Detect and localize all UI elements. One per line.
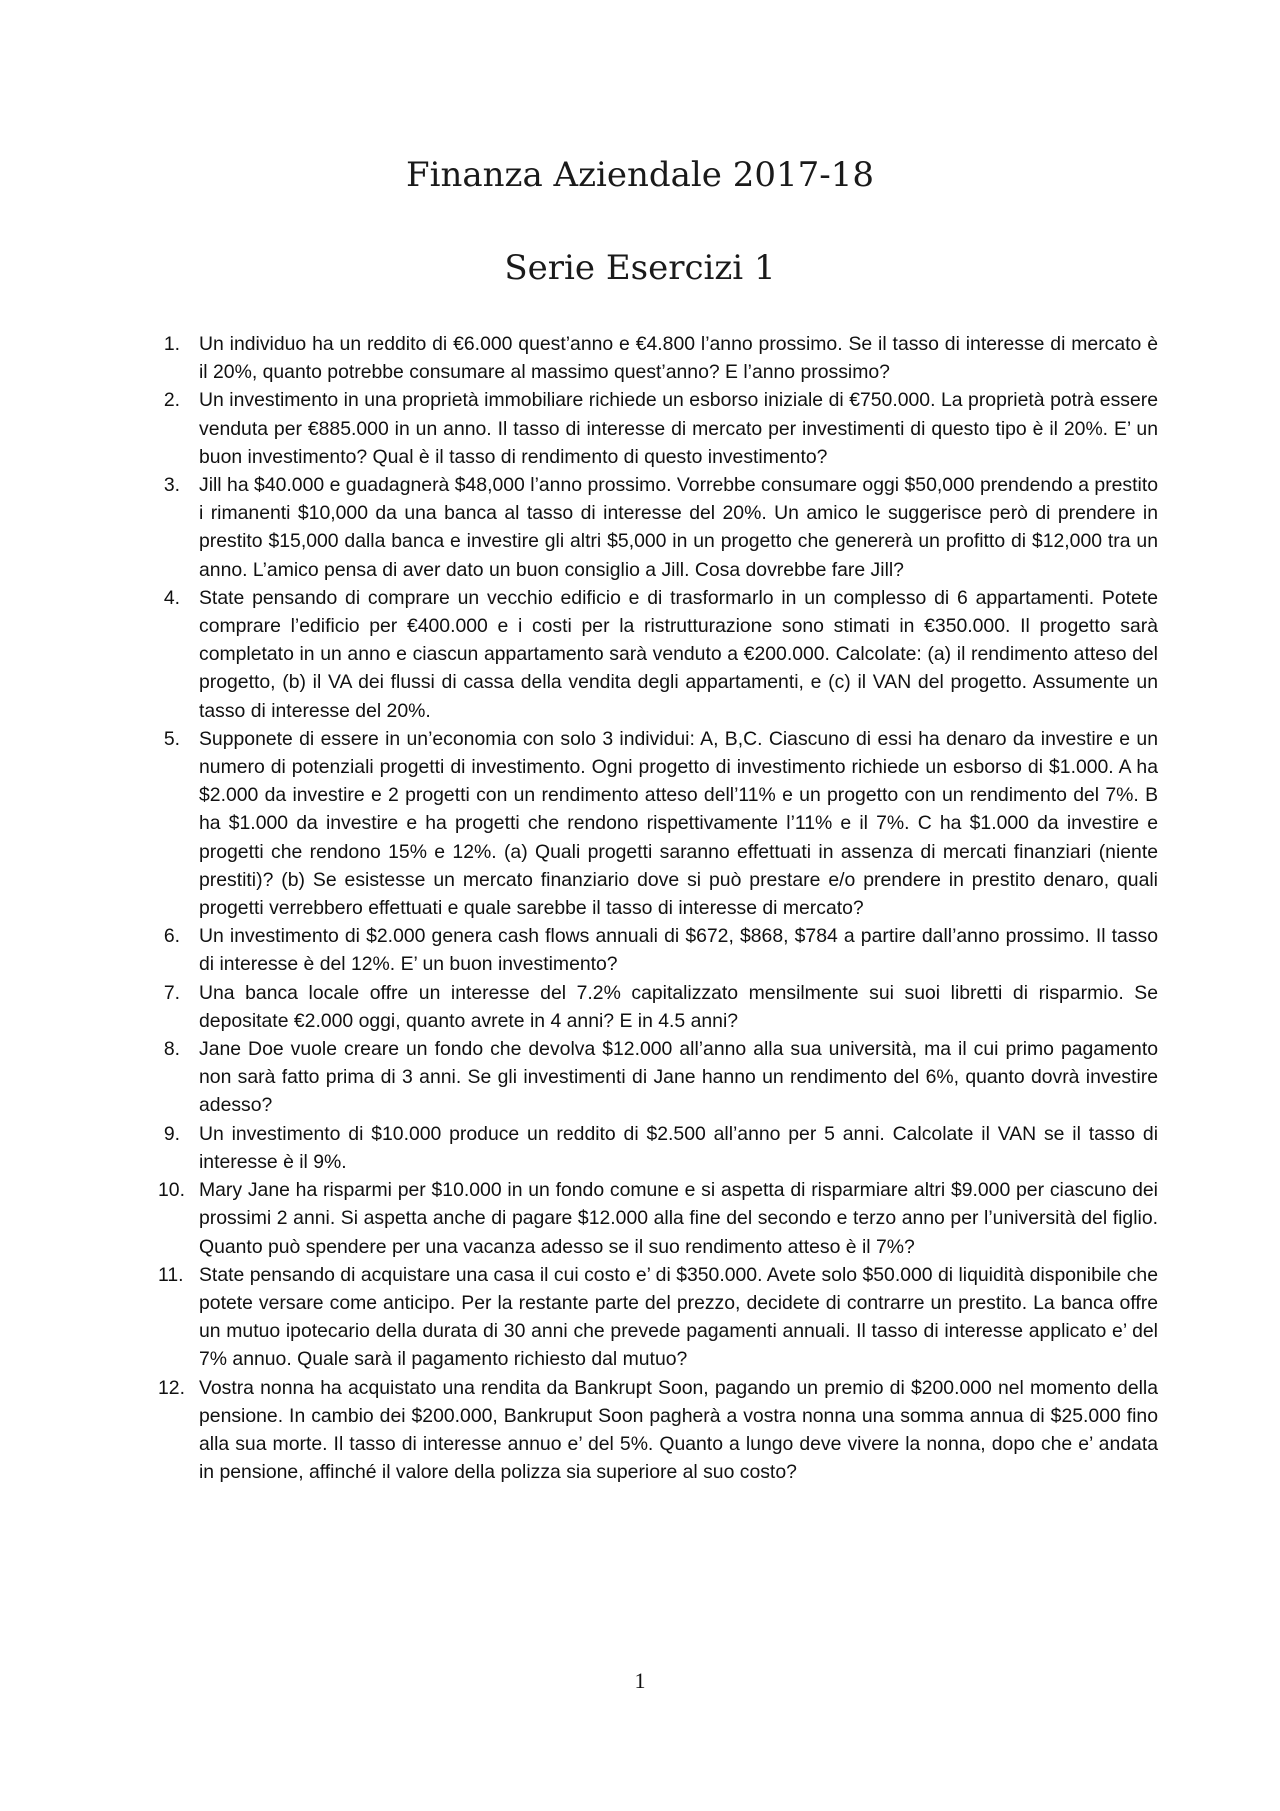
exercise-text: Una banca locale offre un interesse del 7.2% capitalizzato mensilmente sui suoi libretti di risparmio. Se depositate €2.000 oggi, quanto avrete in 4 anni? E in 4.5 anni? <box>199 981 1158 1032</box>
exercise-text: Mary Jane ha risparmi per $10.000 in un fondo comune e si aspetta di risparmiare altri $9.000 per ciascuno dei prossimi 2 anni. Si aspetta anche di pagare $12.000 alla fine del secondo e terzo anno per l’università del figlio. Quanto può spendere per una vacanza adesso se il suo rendimento atteso è il 7%? <box>199 1179 1158 1258</box>
exercise-item-9 <box>158 1120 1158 1176</box>
page-number: 1 <box>634 1668 646 1693</box>
exercise-text: Un investimento in una proprietà immobiliare richiede un esborso iniziale di €750.000. La proprietà potrà essere venduta per €885.000 in un anno. Il tasso di interesse di mercato per investimenti di questo tipo è il 20%. E’ un buon investimento? Qual è il tasso di rendimento di questo investimento? <box>199 389 1158 468</box>
exercise-item-1 <box>158 330 1158 386</box>
exercise-item-12 <box>158 1374 1158 1487</box>
exercise-number: 6. <box>163 925 180 948</box>
exercise-item-8 <box>158 1035 1158 1120</box>
exercise-number: 2. <box>163 389 180 412</box>
exercise-number: 10. <box>158 1179 185 1202</box>
exercise-text: Un investimento di $2.000 genera cash flows annuali di $672, $868, $784 a partire dall’anno prossimo. Il tasso di interesse è del 12%. E’ un buon investimento? <box>199 925 1158 976</box>
exercise-text: Un individuo ha un reddito di €6.000 quest’anno e €4.800 l’anno prossimo. Se il tasso di interesse di mercato è il 20%, quanto potrebbe consumare al massimo quest’anno? E l’anno prossimo? <box>199 333 1158 384</box>
exercise-text: Jill ha $40.000 e guadagnerà $48,000 l’anno prossimo. Vorrebbe consumare oggi $50,000 prendendo a prestito i rimanenti $10,000 da una banca al tasso di interesse del 20%. Un amico le suggerisce però di prendere in prestito $15,000 dalla banca e investire gli altri $5,000 in un progetto che genererà un profitto di $12,000 tra un anno. L’amico pensa di aver dato un buon consiglio a Jill. Cosa dovrebbe fare Jill? <box>199 474 1158 581</box>
exercise-text: State pensando di acquistare una casa il cui costo e’ di $350.000. Avete solo $50.000 di liquidità disponibile che potete versare come anticipo. Per la restante parte del prezzo, decidete di contrarre un prestito. La banca offre un mutuo ipotecario della durata di 30 anni che prevede pagamenti annuali. Il tasso di interesse applicato e’ del 7% annuo. Quale sarà il pagamento richiesto dal mutuo? <box>199 1263 1158 1371</box>
exercise-number: 12. <box>158 1376 185 1399</box>
exercise-item-10 <box>158 1176 1158 1261</box>
exercise-item-7 <box>158 979 1158 1035</box>
exercise-item-5 <box>158 725 1158 922</box>
exercise-number: 7. <box>163 981 180 1004</box>
exercise-item-3 <box>158 471 1158 584</box>
exercise-item-6 <box>158 922 1158 978</box>
exercise-number: 11. <box>158 1263 184 1286</box>
exercise-item-4 <box>158 584 1158 725</box>
document-title: Finanza Aziendale 2017-18 <box>406 155 874 195</box>
exercise-number: 3. <box>163 474 180 497</box>
exercise-list <box>158 330 1158 1486</box>
exercise-text: State pensando di comprare un vecchio edificio e di trasformarlo in un complesso di 6 appartamenti. Potete comprare l’edificio per €400.000 e i costi per la ristrutturazione sono stimati in €350.000. Il progetto sarà completato in un anno e ciascun appartamento sarà venduto a €200.000. Calcolate: (a) il rendimento atteso del progetto, (b) il VA dei flussi di cassa della vendita degli appartamenti, e (c) il VAN del progetto. Assumente un tasso di interesse del 20%. <box>199 586 1158 722</box>
exercise-text: Vostra nonna ha acquistato una rendita da Bankrupt Soon, pagando un premio di $200.000 nel momento della pensione. In cambio dei $200.000, Bankruput Soon pagherà a vostra nonna una somma annua di $25.000 fino alla sua morte. Il tasso di interesse annuo e’ del 5%. Quanto a lungo deve vivere la nonna, dopo che e’ andata in pensione, affinché il valore della polizza sia superiore al suo costo? <box>199 1376 1158 1484</box>
exercise-item-11 <box>158 1261 1158 1374</box>
exercise-number: 9. <box>163 1122 180 1145</box>
exercise-text: Supponete di essere in un’economia con solo 3 individui: A, B,C. Ciascuno di essi ha denaro da investire e un numero di potenziali progetti di investimento. Ogni progetto di investimento richiede un esborso di $1.000. A ha $2.000 da investire e 2 progetti con un rendimento atteso dell’11% e un progetto con un rendimento del 7%. B ha $1.000 da investire e ha progetti che rendono rispettivamente l’11% e il 7%. C ha $1.000 da investire e progetti che rendono 15% e 12%. (a) Quali progetti saranno effettuati in assenza di mercati finanziari (niente prestiti)? (b) Se esistesse un mercato finanziario dove si può prestare e/o prendere in prestito denaro, quali progetti verrebbero effettuati e quale sarebbe il tasso di interesse di mercato? <box>199 727 1158 920</box>
exercise-number: 8. <box>163 1038 180 1061</box>
exercise-text: Un investimento di $10.000 produce un reddito di $2.500 all’anno per 5 anni. Calcolate il VAN se il tasso di interesse è il 9%. <box>199 1122 1158 1173</box>
document-subtitle: Serie Esercizi 1 <box>504 248 776 288</box>
exercise-number: 4. <box>163 586 180 609</box>
exercise-text: Jane Doe vuole creare un fondo che devolva $12.000 all’anno alla sua università, ma il cui primo pagamento non sarà fatto prima di 3 anni. Se gli investimenti di Jane hanno un rendimento del 6%, quanto dovrà investire adesso? <box>199 1038 1158 1117</box>
exercise-item-2 <box>158 386 1158 471</box>
exercise-number: 1. <box>163 333 180 355</box>
exercise-number: 5. <box>163 727 180 750</box>
